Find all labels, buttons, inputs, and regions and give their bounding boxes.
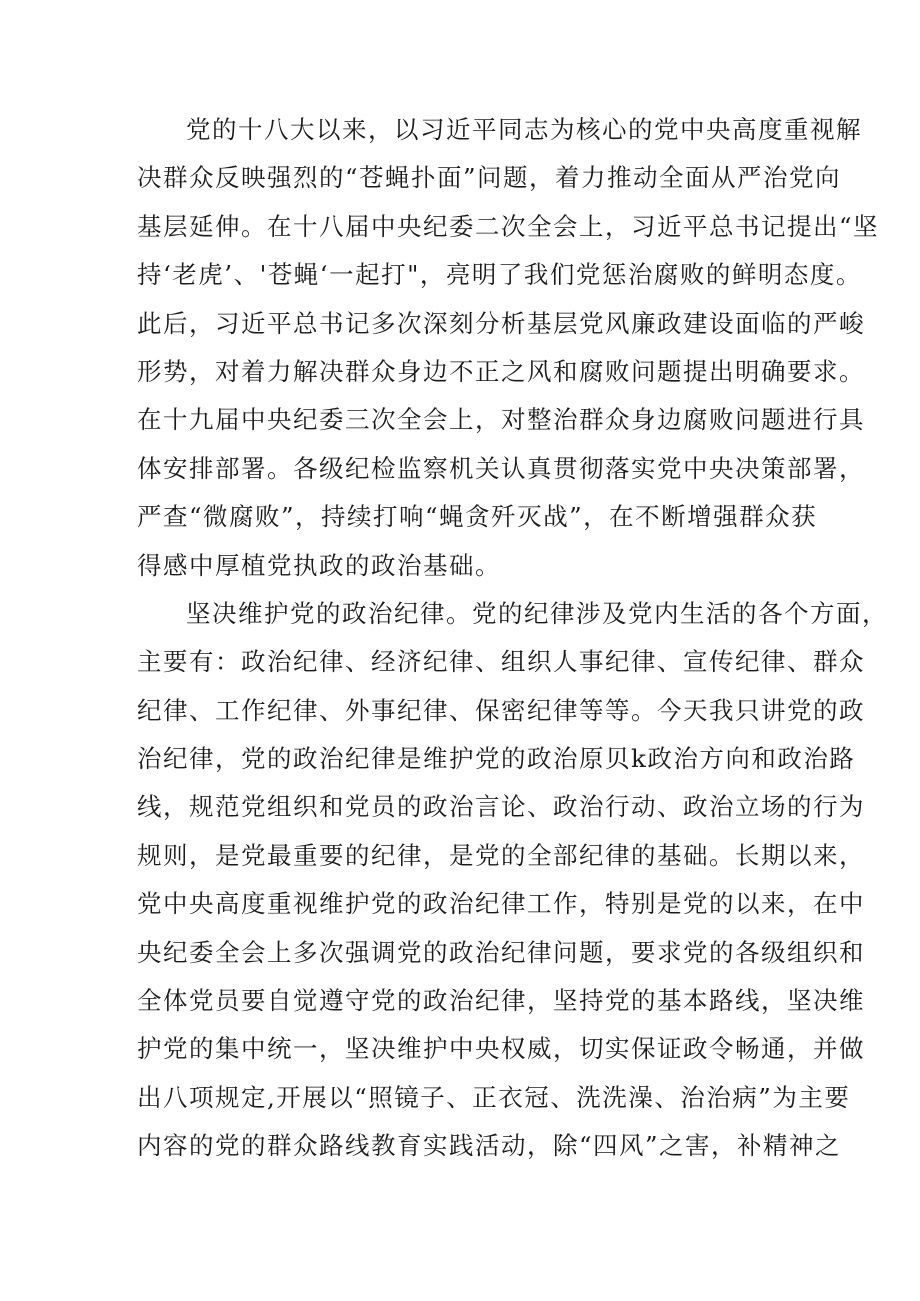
paragraph-2 [137, 590, 888, 1171]
paragraph-line: 央纪委全会上多次强调党的政治纪律问题，要求党的各级组织和 [137, 937, 865, 967]
paragraph-line: 在十九届中央纪委三次全会上，对整治群众身边腐败问题进行具 [137, 405, 865, 435]
paragraph-line: 全体党员要自觉遵守党的政治纪律，坚持党的基本路线，坚决维 [137, 986, 865, 1016]
paragraph-line: 形势，对着力解决群众身边不正之风和腐败问题提出明确要求。 [137, 356, 865, 386]
paragraph-line: 此后，习近平总书记多次深刻分析基层党风廉政建设面临的严峻 [137, 308, 865, 338]
paragraph-line: 主要有：政治纪律、经济纪律、组织人事纪律、宣传纪律、群众 [137, 647, 865, 677]
paragraph-line: 治纪律，党的政治纪律是维护党的政治原贝k政治方向和政治路 [137, 744, 856, 774]
paragraph-line: 护党的集中统一，坚决维护中央权威，切实保证政令畅通，并做 [137, 1034, 865, 1064]
paragraph-line: 党中央高度重视维护党的政治纪律工作，特别是党的以来，在中 [137, 889, 865, 919]
paragraph-line: 基层延伸。在十八届中央纪委二次全会上，习近平总书记提出“坚 [137, 211, 880, 241]
paragraph-line: 党的十八大以来，以习近平同志为核心的党中央高度重视解 [186, 115, 862, 144]
paragraph-line: 决群众反映强烈的“苍蝇扑面”问题，着力推动全面从严治党向 [137, 163, 842, 193]
paragraph-line: 内容的党的群众路线教育实践活动，除“四风”之害，补精神之 [137, 1131, 842, 1161]
document-body [137, 106, 888, 1171]
paragraph-line: 严查“微腐败”，持续打响“蝇贪歼灭战”，在不断增强群众获 [137, 502, 818, 532]
paragraph-line: 纪律、工作纪律、外事纪律、保密纪律等等。今天我只讲党的政 [137, 695, 865, 725]
paragraph-1 [137, 106, 880, 590]
paragraph-line: 持‘老虎’、'苍蝇‘一起打"，亮明了我们党惩治腐败的鲜明态度。 [137, 260, 862, 290]
paragraph-line: 体安排部署。各级纪检监察机关认真贯彻落实党中央决策部署， [137, 453, 865, 483]
paragraph-line: 出八项规定,开展以“照镜子、正衣冠、洗洗澡、治治病”为主要 [137, 1082, 851, 1112]
paragraph-line: 线，规范党组织和党员的政治言论、政治行动、政治立场的行为 [137, 792, 865, 822]
paragraph-line: 规则，是党最重要的纪律，是党的全部纪律的基础。长期以来， [137, 840, 865, 870]
paragraph-line: 得感中厚植党执政的政治基础。 [137, 550, 501, 580]
paragraph-line: 坚决维护党的政治纪律。党的纪律涉及党内生活的各个方面， [186, 598, 888, 628]
